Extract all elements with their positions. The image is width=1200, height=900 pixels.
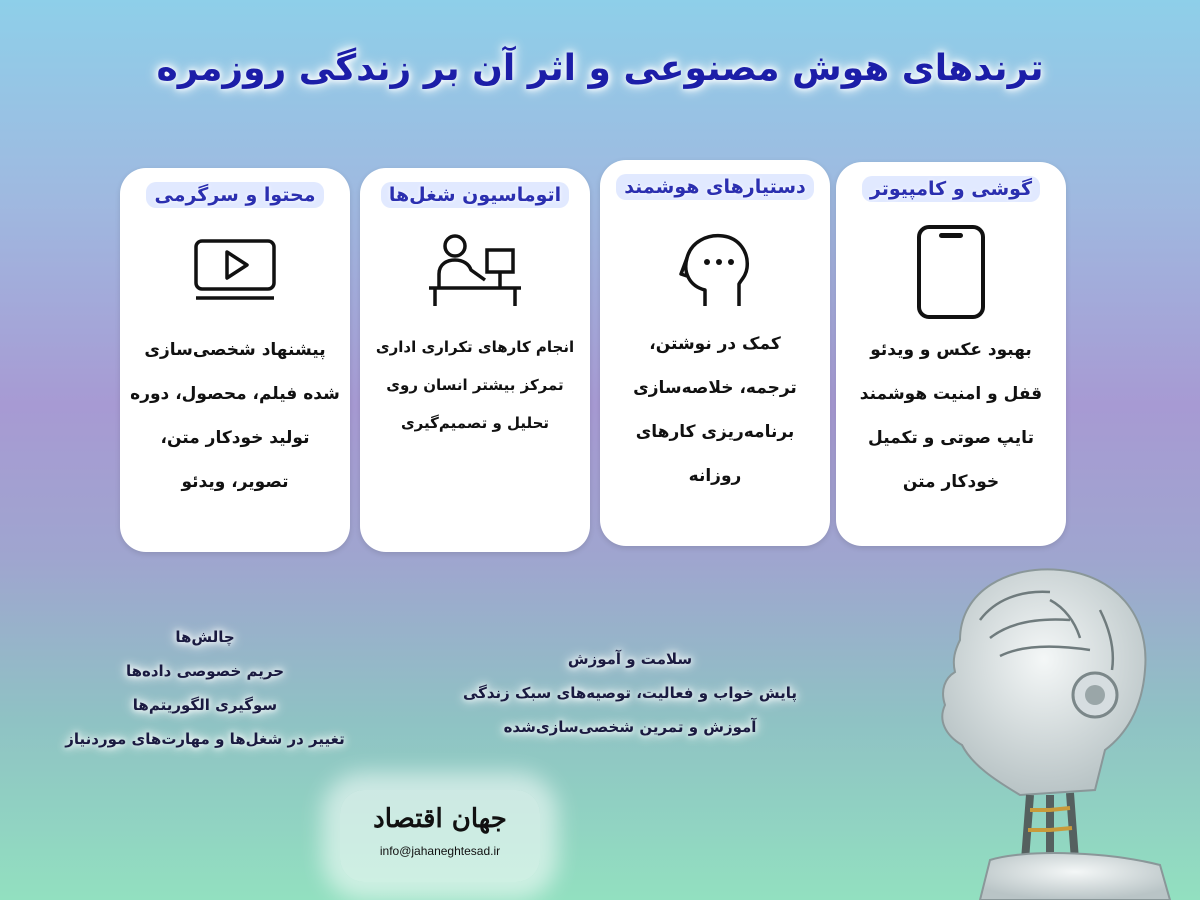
card-text: کمک در نوشتن، ترجمه، خلاصه‌سازی برنامه‌ریزی کارهای روزانه <box>633 334 797 486</box>
card-text: انجام کارهای تکراری اداری تمرکز بیشتر انسان روی تحلیل و تصمیم‌گیری <box>375 338 575 432</box>
card-text: بهبود عکس و ویدئو قفل و امنیت هوشمند تایپ صوتی و تکمیل خودکار متن <box>859 340 1043 492</box>
section-line: حریم خصوصی داده‌ها <box>125 662 285 680</box>
office-worker-icon <box>427 232 523 308</box>
card-title: دستیارهای هوشمند <box>616 174 814 200</box>
card-smart-assistants <box>600 160 830 546</box>
card-job-automation <box>360 168 590 552</box>
card-title: گوشی و کامپیوتر <box>862 176 1040 202</box>
card-title: اتوماسیون شغل‌ها <box>381 182 569 208</box>
brand-logo: جهان اقتصاد <box>373 804 507 834</box>
section-line: تغییر در شغل‌ها و مهارت‌های موردنیاز <box>65 730 345 748</box>
section-heading: چالش‌ها <box>175 628 235 646</box>
head-speech-icon <box>675 230 755 310</box>
card-text: پیشنهاد شخصی‌سازی شده فیلم، محصول، دوره تولید خودکار متن، تصویر، ویدئو <box>130 340 340 492</box>
section-line: آموزش و تمرین شخصی‌سازی‌شده <box>503 718 757 736</box>
challenges-section <box>20 620 390 756</box>
robot-head-illustration <box>900 560 1200 900</box>
card-content-entertainment <box>120 168 350 552</box>
video-play-icon <box>193 238 277 304</box>
section-line: پایش خواب و فعالیت، توصیه‌های سبک زندگی <box>462 684 798 702</box>
card-phone-computer <box>836 162 1066 546</box>
health-education-section <box>410 642 850 744</box>
page-title: ترندهای هوش مصنوعی و اثر آن بر زندگی روزمره <box>156 48 1044 89</box>
smartphone-icon <box>916 224 986 320</box>
contact-email: info@jahaneghtesad.ir <box>379 844 501 858</box>
card-title: محتوا و سرگرمی <box>146 182 323 208</box>
brand-logo-box <box>340 790 540 882</box>
section-heading: سلامت و آموزش <box>567 650 693 668</box>
section-line: سوگیری الگوریتم‌ها <box>132 696 278 714</box>
